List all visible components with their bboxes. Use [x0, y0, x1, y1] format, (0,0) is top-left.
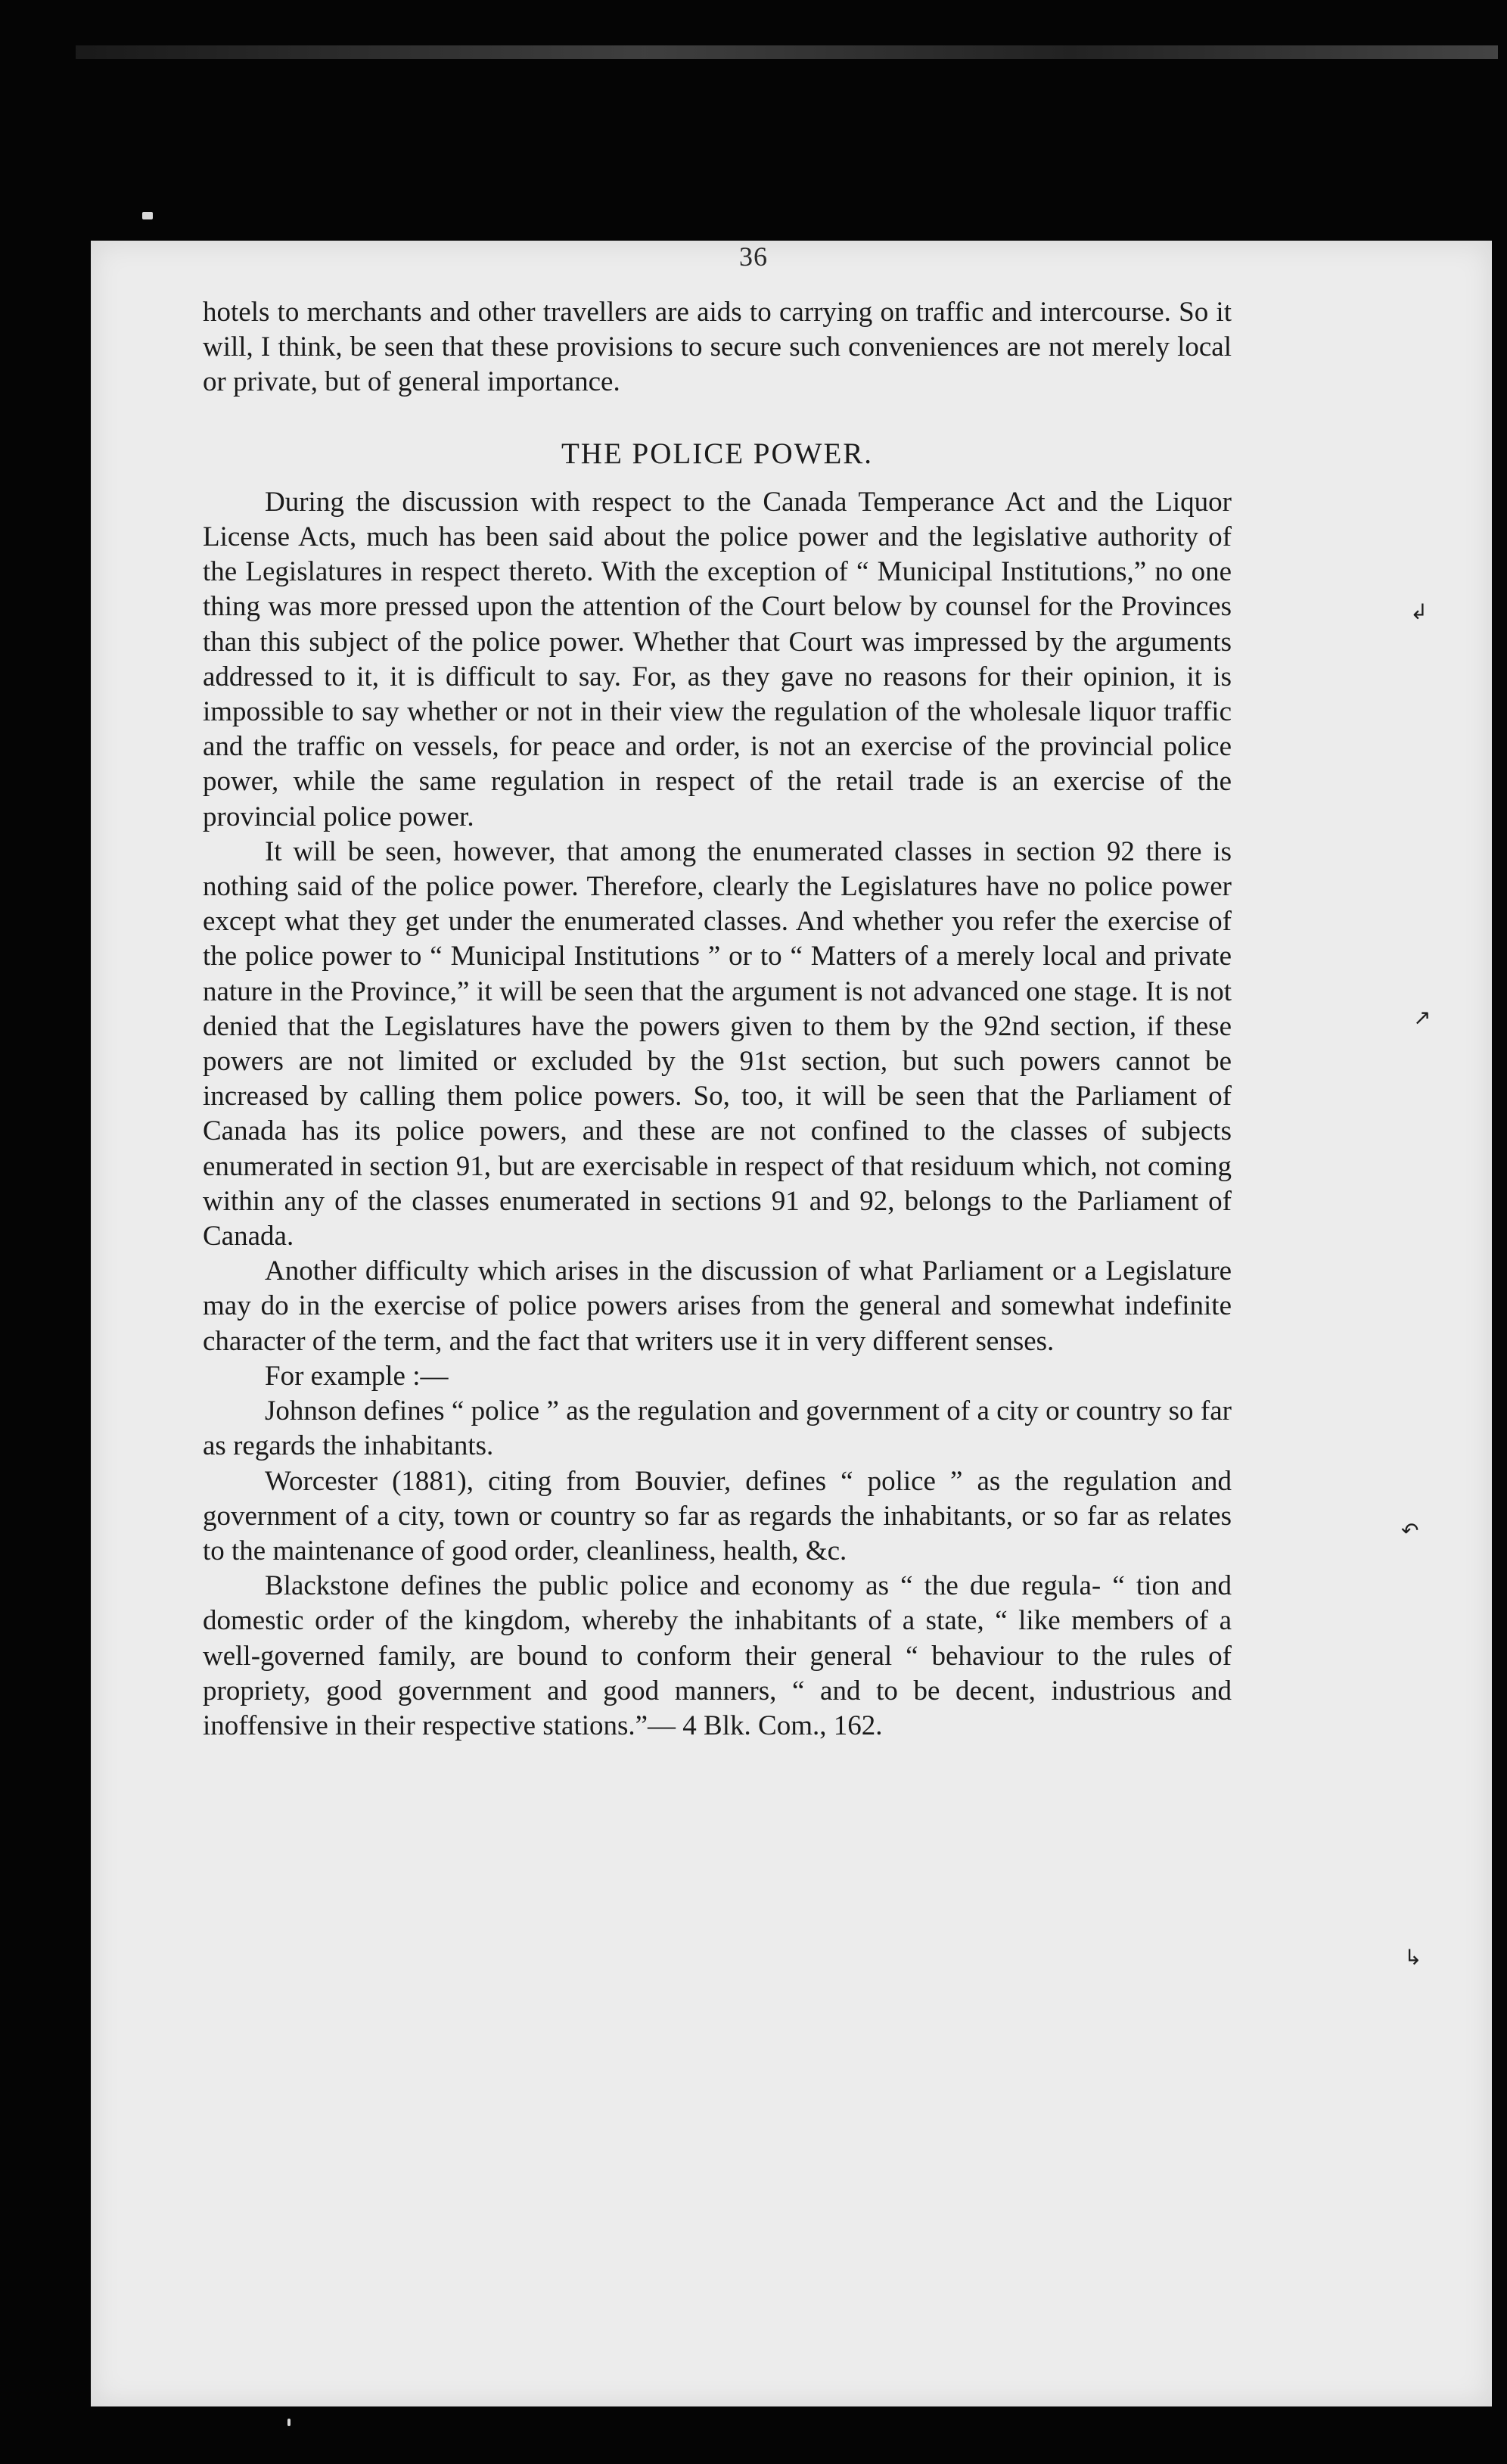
paragraph-enumerated-classes: It will be seen, however, that among the enumerated classes in section 92 there is nothing said of the police power. Therefore, clearly the Legislatures have no police power except what they get under the enumerated classes. And whether you refer the exercise of the police power to “ Municipal Institutions ” or to “ Matters of a merely local and private nature in the Province,” it will be seen that the argument is not advanced one stage. It is not denied that the Legislatures have the powers given to them by the 92nd section, if these powers are not limited or excluded by the 91st section, but such powers cannot be increased by calling them police powers. So, too, it will be seen that the Parliament of Canada has its police powers, and these are not confined to the classes of subjects enumerated in section 91, but are exercisable in respect of that residuum which, not coming within any of the classes enumerated in sections 91 and 92, belongs to the Parliament of Canada.: [203, 835, 1232, 1252]
paragraph-police-discussion: During the discussion with respect to the Canada Temperance Act and the Liquor License Acts, much has been said about the police power and the legislative authority of the Legislatures in respect thereto. With the exception of “ Municipal Institutions,” no one thing was more pressed upon the attention of the Court below by counsel for the Provinces than this subject of the police power. Whether that Court was impressed by the arguments addressed to it, it is difficult to say. For, as they gave no reasons for their opinion, it is impossible to say whether or not in their view the regulation of the wholesale liquor traffic and the traffic on vessels, for peace and order, is not an exercise of the provincial police power, while the same regulation in respect of the retail trade is an exercise of the provincial police power.: [203, 486, 1232, 832]
margin-mark: ↲: [1410, 599, 1428, 624]
paragraph-for-example: For example :—: [265, 1360, 449, 1392]
opening-paragraph: hotels to merchants and other travellers are aids to carrying on traffic and intercourse. So it will, I think, be seen that these provisions to secure such conveniences are not merely local or private, but of general importance.: [203, 297, 1232, 398]
scan-edge-strip: [76, 45, 1498, 59]
margin-mark: ↗: [1413, 1005, 1431, 1030]
margin-mark: ↶: [1401, 1518, 1419, 1543]
document-body: [203, 295, 1232, 1744]
paragraph-blackstone: Blackstone defines the public police and economy as “ the due regula- “ tion and domestic order of the kingdom, whereby the inhabitants of a state, “ like members of a well-governed family, are bound to conform their general “ behaviour to the rules of propriety, good government and good manners, “ and to be decent, industrious and inoffensive in their respective stations.”— 4 Blk. Com., 162.: [203, 1570, 1232, 1741]
scan-speck: [287, 2419, 291, 2426]
margin-mark: ↳: [1404, 1945, 1422, 1970]
section-heading: THE POLICE POWER.: [561, 437, 874, 470]
page-number: 36: [739, 241, 768, 272]
paragraph-another-difficulty: Another difficulty which arises in the discussion of what Parliament or a Legislature may do in the exercise of police powers arises from the general and somewhat indefinite character of the term, and the fact that writers use it in very different senses.: [203, 1255, 1232, 1357]
paragraph-worcester: Worcester (1881), citing from Bouvier, defines “ police ” as the regulation and government of a city, town or country so far as regards the inhabitants, or so far as relates to the maintenance of good order, cleanliness, health, &c.: [203, 1465, 1232, 1566]
scan-speck: [142, 212, 153, 219]
paragraph-johnson: Johnson defines “ police ” as the regulation and government of a city or country so far as regards the inhabitants.: [203, 1395, 1232, 1462]
